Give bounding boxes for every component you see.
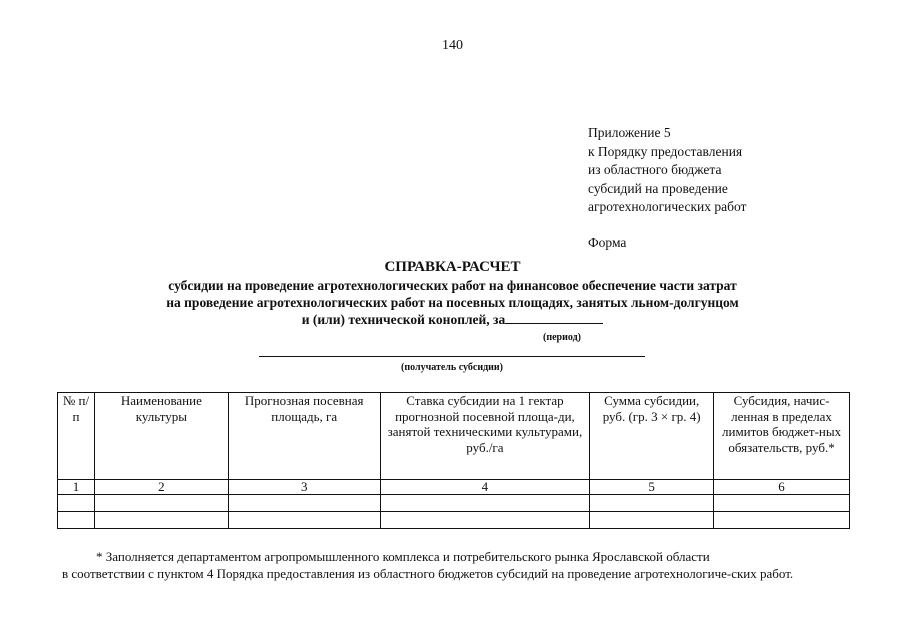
- table-row: [58, 495, 850, 512]
- table-cell: [380, 495, 590, 512]
- title-line-1: субсидии на проведение агротехнологических работ на финансовое обеспечение части затрат: [168, 278, 737, 293]
- title-main: СПРАВКА-РАСЧЕТ: [384, 259, 521, 275]
- table-cell: [590, 495, 714, 512]
- col-header-rate: Ставка субсидии на 1 гектар прогнозной посевной площа-ди, занятой техническими культурами, руб./га: [380, 393, 590, 480]
- recipient-blank: [259, 356, 645, 357]
- appendix-line: к Порядку предоставления: [588, 143, 743, 159]
- table-cell: [58, 512, 95, 529]
- period-blank: [505, 311, 603, 324]
- column-number: 4: [380, 480, 590, 495]
- document-title: [40, 258, 865, 328]
- col-header-sum: Сумма субсидии, руб. (гр. 3 × гр. 4): [590, 393, 714, 480]
- col-header-subsidy: Субсидия, начис-ленная в пределах лимитов бюджет-ных обязательств, руб.*: [714, 393, 850, 480]
- period-caption: (период): [543, 332, 581, 343]
- footnote-rest: в соответствии с пунктом 4 Порядка предоставления из областного бюджетов субсидий на проведение агротехнологиче-ских работ.: [62, 566, 794, 581]
- appendix-line: агротехнологических работ: [588, 199, 747, 214]
- title-line-3-text: и (или) технической коноплей, за: [301, 312, 506, 327]
- table-cell: [228, 512, 380, 529]
- table-cell: [380, 512, 590, 529]
- footnote: [62, 548, 842, 582]
- column-number: 5: [590, 480, 714, 495]
- appendix-line: Приложение 5: [588, 125, 671, 140]
- form-label: Форма: [588, 234, 627, 250]
- table-cell: [94, 495, 228, 512]
- table-cell: [94, 512, 228, 529]
- footnote-first-line: * Заполняется департаментом агропромышленного комплекса и потребительского рынка Ярославской области: [96, 549, 710, 564]
- column-number: 3: [228, 480, 380, 495]
- title-line-2: на проведение агротехнологических работ на посевных площадях, занятых льном-долгунцом: [166, 295, 739, 310]
- col-header-area: Прогнозная посевная площадь, га: [228, 393, 380, 480]
- title-line-3: [40, 311, 865, 328]
- table-header-row: [58, 393, 850, 480]
- table-row: [58, 512, 850, 529]
- col-header-crop: Наименование культуры: [94, 393, 228, 480]
- col-header-number: № п/п: [58, 393, 95, 480]
- table-cell: [228, 495, 380, 512]
- column-number: 6: [714, 480, 850, 495]
- table-cell: [714, 495, 850, 512]
- calculation-table: [57, 392, 850, 529]
- column-number-row: [58, 480, 850, 495]
- page-number: 140: [442, 38, 463, 53]
- table-cell: [714, 512, 850, 529]
- recipient-caption: (получатель субсидии): [401, 362, 503, 373]
- table-cell: [590, 512, 714, 529]
- appendix-line: из областного бюджета: [588, 162, 722, 177]
- column-number: 1: [58, 480, 95, 495]
- appendix-block: [588, 124, 746, 252]
- table-cell: [58, 495, 95, 512]
- appendix-line: субсидий на проведение: [588, 180, 728, 196]
- column-number: 2: [94, 480, 228, 495]
